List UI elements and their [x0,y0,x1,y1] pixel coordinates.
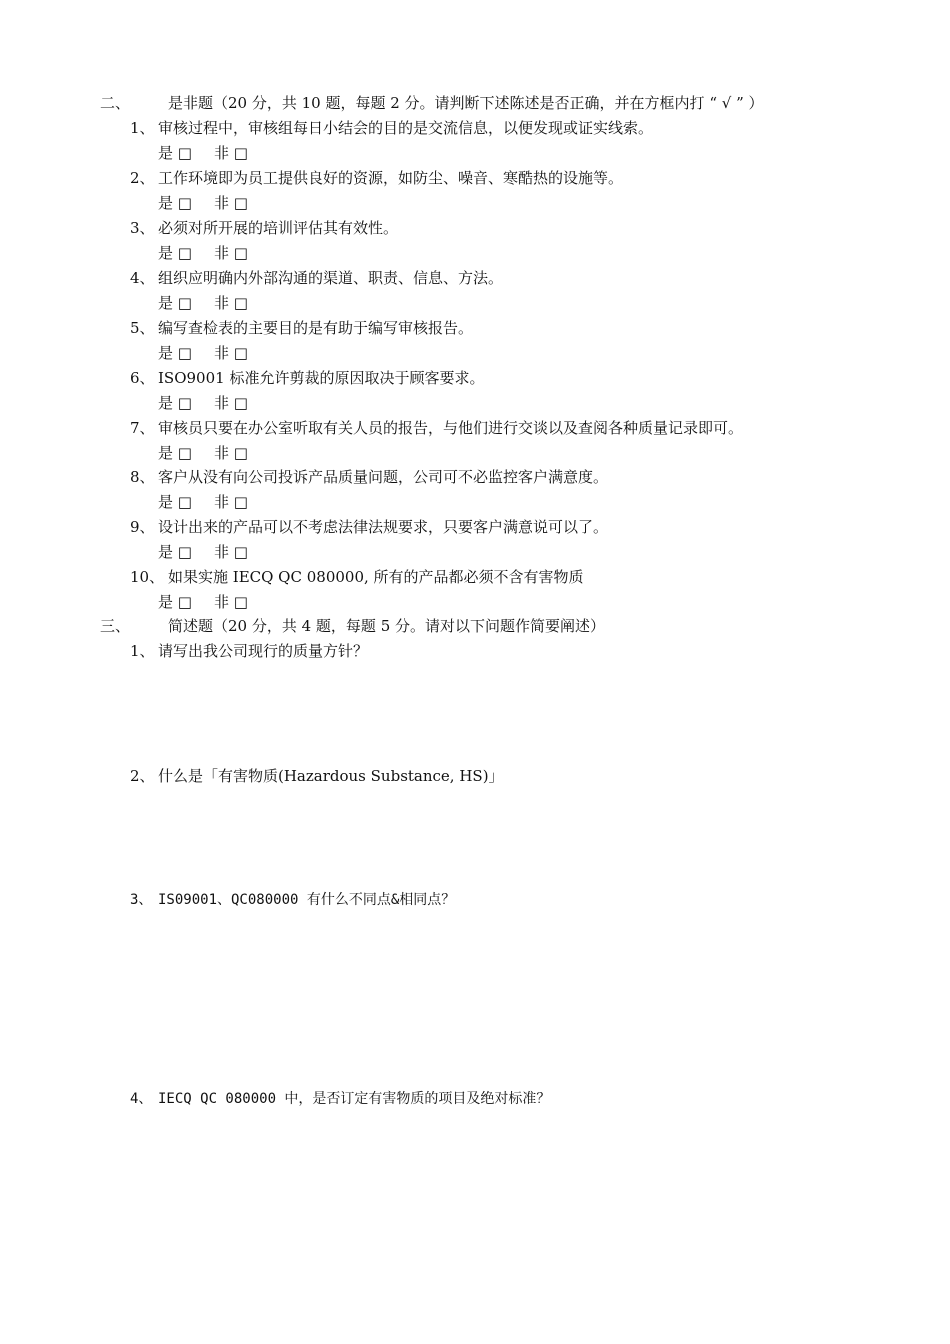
question-text: 编写查检表的主要目的是有助于编写审核报告。 [158,319,474,337]
no-checkbox[interactable]: 非 □ [213,344,248,362]
question-text: 什么是「有害物质(Hazardous Substance, HS)」 [158,767,504,785]
question-text: 如果实施 IECQ QC 080000, 所有的产品都必须不含有害物质 [168,568,584,586]
answer-options [158,143,248,163]
section-2-title: 是非题（20 分，共 10 题，每题 2 分。请判断下述陈述是否正确，并在方框内打 “ √ ” ） [168,94,764,112]
question-text: 必须对所开展的培训评估其有效性。 [158,219,399,237]
yes-checkbox[interactable]: 是 □ [158,394,192,412]
answer-options [158,542,248,562]
no-checkbox[interactable]: 非 □ [213,244,248,262]
answer-options [158,193,248,213]
question-number: 8、 [130,468,155,486]
question-number: 3、 [130,219,155,237]
question-text: IECQ QC 080000 中，是否订定有害物质的项目及绝对标准？ [158,1091,551,1107]
no-checkbox[interactable]: 非 □ [213,444,248,462]
yes-checkbox[interactable]: 是 □ [158,444,192,462]
question-text: ISO9001 标准允许剪裁的原因取决于顾客要求。 [158,369,485,387]
no-checkbox[interactable]: 非 □ [213,593,248,611]
question-number: 1、 [130,119,155,137]
question-text: 审核过程中，审核组每日小结会的目的是交流信息，以便发现或证实线索。 [158,119,654,137]
answer-options [158,343,248,363]
answer-options [158,393,248,413]
question-number: 3、 [130,892,153,908]
question-text: 设计出来的产品可以不考虑法律法规要求，只要客户满意说可以了。 [158,518,609,536]
answer-options [158,492,248,512]
yes-checkbox[interactable]: 是 □ [158,344,192,362]
question-number: 4、 [130,1091,153,1107]
yes-checkbox[interactable]: 是 □ [158,593,192,611]
question-number: 6、 [130,369,155,387]
no-checkbox[interactable]: 非 □ [213,493,248,511]
yes-checkbox[interactable]: 是 □ [158,144,192,162]
question-text: 工作环境即为员工提供良好的资源，如防尘、噪音、寒酷热的设施等。 [158,169,624,187]
question-number: 2、 [130,169,155,187]
question-number: 7、 [130,419,155,437]
question-number: 4、 [130,269,155,287]
answer-options [158,243,248,263]
no-checkbox[interactable]: 非 □ [213,144,248,162]
yes-checkbox[interactable]: 是 □ [158,543,192,561]
question-number: 9、 [130,518,155,536]
section-2-number: 二、 [100,94,131,112]
yes-checkbox[interactable]: 是 □ [158,244,192,262]
answer-options [158,293,248,313]
yes-checkbox[interactable]: 是 □ [158,194,192,212]
no-checkbox[interactable]: 非 □ [213,194,248,212]
question-text: 组织应明确内外部沟通的渠道、职责、信息、方法。 [158,269,504,287]
no-checkbox[interactable]: 非 □ [213,394,248,412]
question-number: 1、 [130,642,155,660]
section-3-title: 简述题（20 分，共 4 题，每题 5 分。请对以下问题作简要阐述） [168,617,606,635]
question-text: IS09001、QC080000 有什么不同点&相同点？ [158,892,456,908]
question-text: 审核员只要在办公室听取有关人员的报告，与他们进行交谈以及查阅各种质量记录即可。 [158,419,744,437]
question-number: 5、 [130,319,155,337]
question-text: 客户从没有向公司投诉产品质量问题，公司可不必监控客户满意度。 [158,468,609,486]
question-number: 10、 [130,568,165,586]
answer-options [158,443,248,463]
section-3-number: 三、 [100,617,131,635]
question-text: 请写出我公司现行的质量方针？ [158,642,369,660]
yes-checkbox[interactable]: 是 □ [158,294,192,312]
question-number: 2、 [130,767,155,785]
answer-options [158,592,248,612]
no-checkbox[interactable]: 非 □ [213,543,248,561]
yes-checkbox[interactable]: 是 □ [158,493,192,511]
no-checkbox[interactable]: 非 □ [213,294,248,312]
